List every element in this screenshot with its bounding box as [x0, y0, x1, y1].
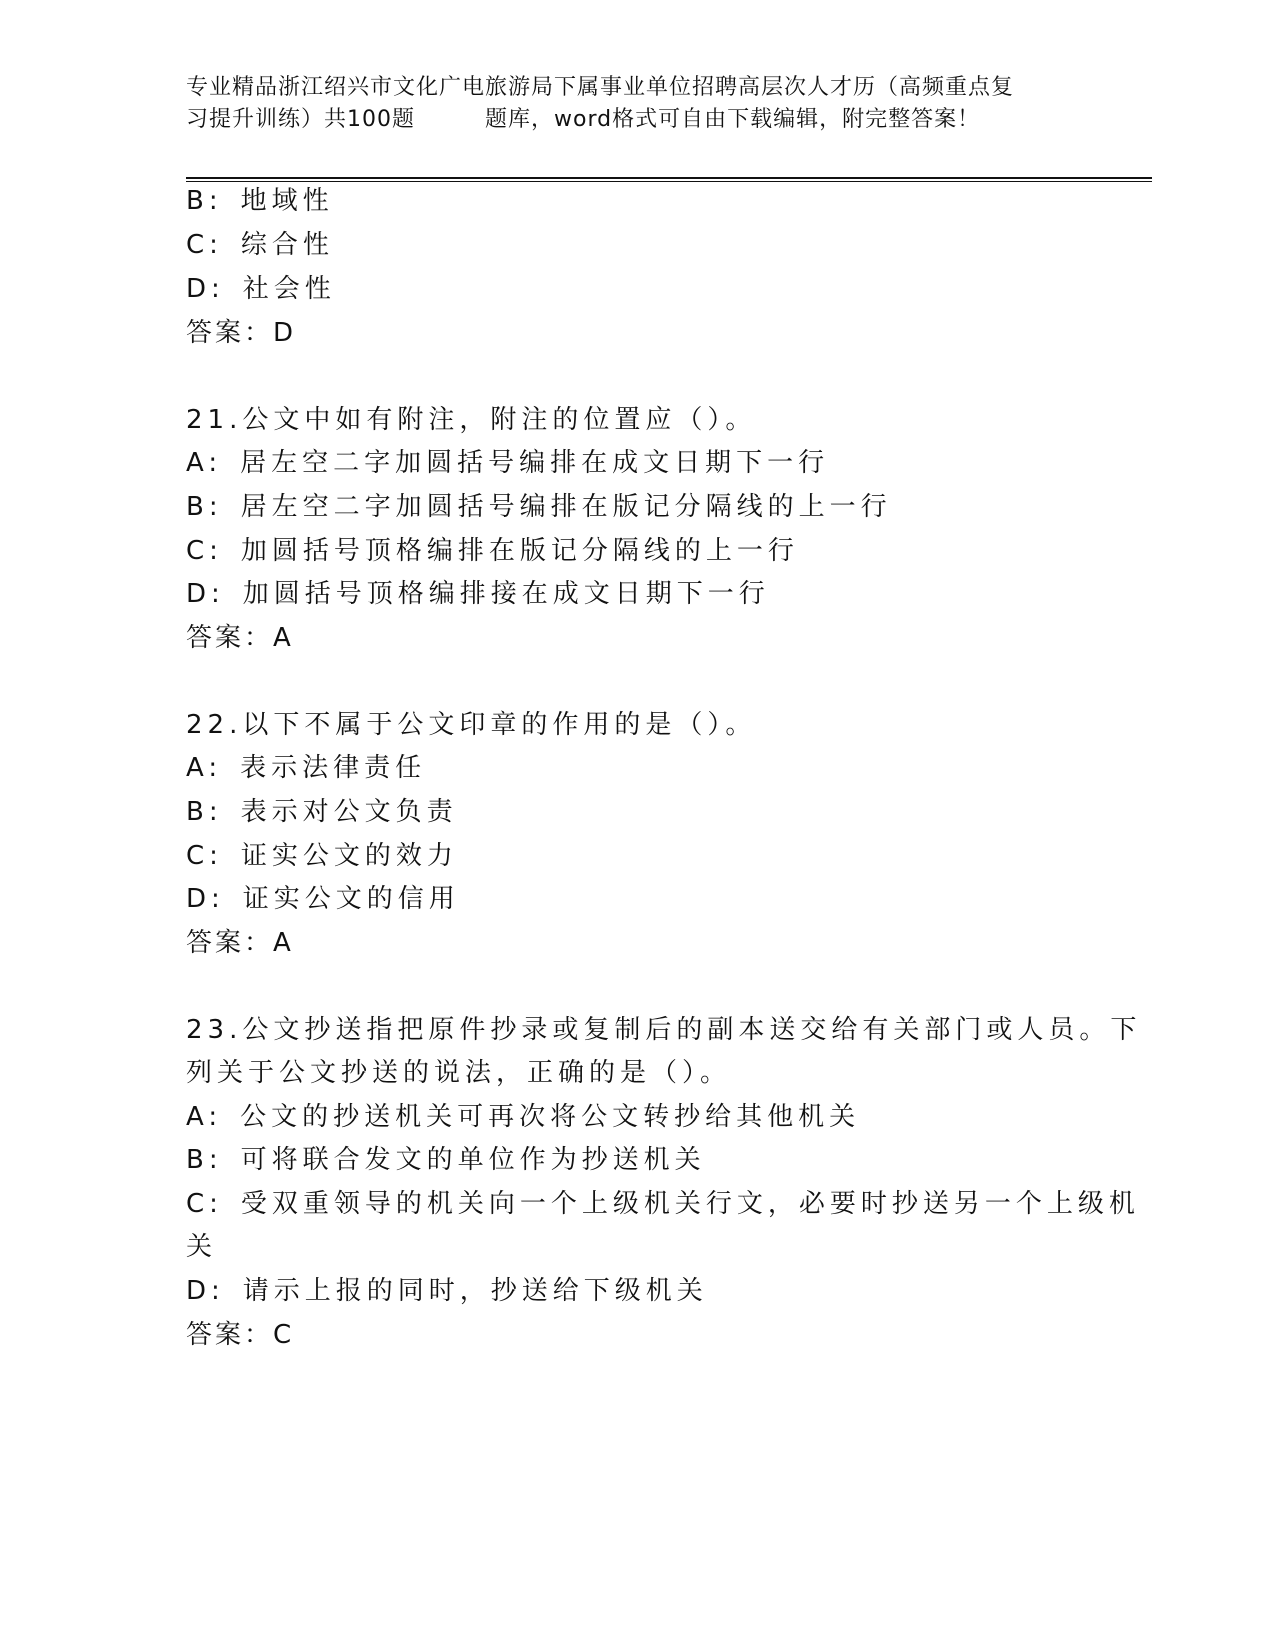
- answer-line: 答案：D: [186, 318, 297, 348]
- option-line: D: 社会性: [186, 274, 336, 304]
- option-line: C: 综合性: [186, 230, 334, 260]
- option-line: B: 地域性: [186, 186, 334, 216]
- answer-line: 答案：C: [186, 1320, 295, 1350]
- option-line: D: 请示上报的同时，抄送给下级机关: [186, 1276, 708, 1306]
- answer-line: 答案：A: [186, 623, 294, 653]
- option-line: A: 公文的抄送机关可再次将公文转抄给其他机关: [186, 1102, 861, 1132]
- answer-line: 答案：A: [186, 928, 294, 958]
- option-line: A: 居左空二字加圆括号编排在成文日期下一行: [186, 448, 830, 478]
- header-divider-thin: [186, 181, 1152, 182]
- option-line: B: 居左空二字加圆括号编排在版记分隔线的上一行: [186, 492, 892, 522]
- question-line: 21.公文中如有附注，附注的位置应（）。: [186, 405, 757, 435]
- header-line-2-right: 题库，word格式可自由下载编辑，附完整答案！: [485, 107, 981, 132]
- question-line: 列关于公文抄送的说法，正确的是（）。: [186, 1058, 732, 1088]
- option-line: A: 表示法律责任: [186, 753, 427, 783]
- option-line: C: 加圆括号顶格编排在版记分隔线的上一行: [186, 536, 799, 566]
- question-line: 23.公文抄送指把原件抄录或复制后的副本送交给有关部门或人员。下: [186, 1015, 1142, 1045]
- option-line: D: 证实公文的信用: [186, 884, 460, 914]
- option-line-continuation: 关: [186, 1232, 218, 1262]
- header-divider: [186, 177, 1152, 179]
- page-header: [186, 72, 1086, 136]
- option-line: D: 加圆括号顶格编排接在成文日期下一行: [186, 579, 770, 609]
- header-line-2: [186, 104, 1086, 136]
- question-line: 22.以下不属于公文印章的作用的是（）。: [186, 710, 757, 740]
- option-line: C: 证实公文的效力: [186, 841, 458, 871]
- header-line-2-left: 习提升训练）共100题: [186, 107, 415, 132]
- option-line: B: 表示对公文负责: [186, 797, 458, 827]
- option-line: C: 受双重领导的机关向一个上级机关行文，必要时抄送另一个上级机: [186, 1189, 1140, 1219]
- header-line-1: 专业精品浙江绍兴市文化广电旅游局下属事业单位招聘高层次人才历（高频重点复: [186, 75, 1015, 100]
- option-line: B: 可将联合发文的单位作为抄送机关: [186, 1145, 706, 1175]
